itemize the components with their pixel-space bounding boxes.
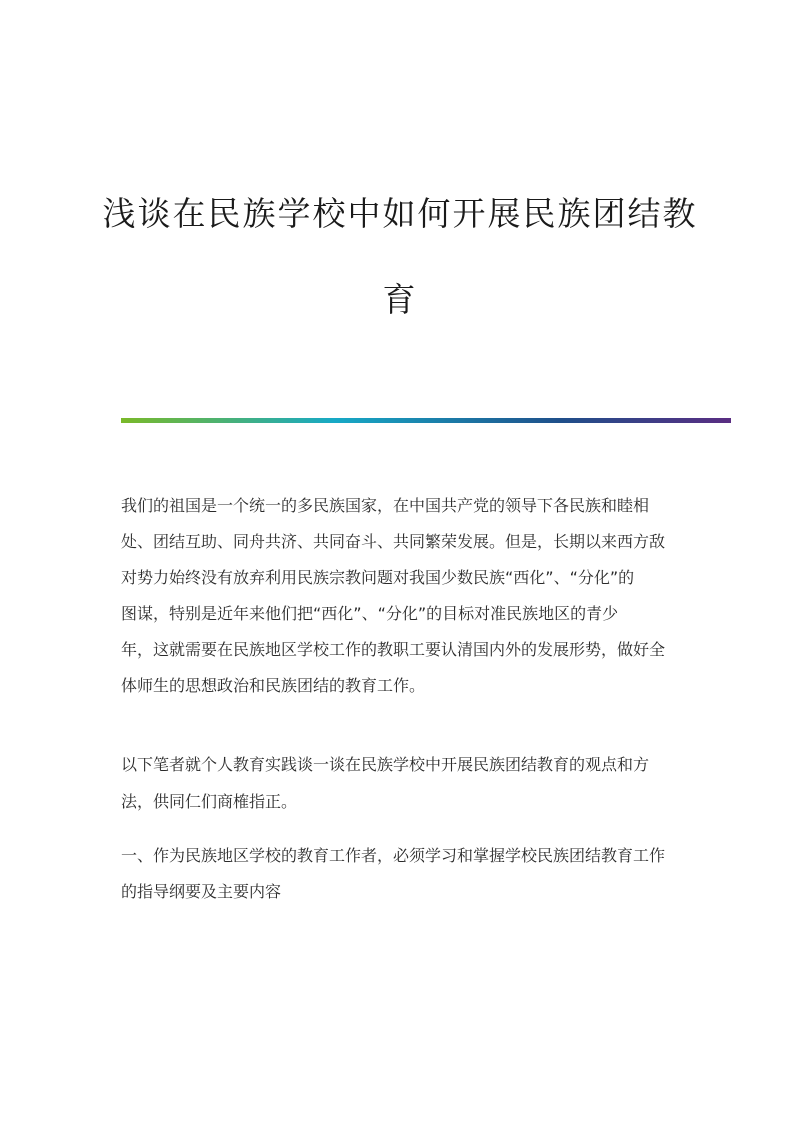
paragraph-3-line-2: 的指导纲要及主要内容 xyxy=(121,882,282,901)
paragraph-2-line-1: 以下笔者就个人教育实践谈一谈在民族学校中开展民族团结教育的观点和方 xyxy=(121,755,650,774)
document-title-line-1: 浅谈在民族学校中如何开展民族团结教 xyxy=(102,194,698,233)
title-divider xyxy=(121,418,731,423)
paragraph-3-line-1: 一、作为民族地区学校的教育工作者，必须学习和掌握学校民族团结教育工作 xyxy=(121,846,666,865)
document-title-line-2: 育 xyxy=(382,280,418,319)
paragraph-2-line-2: 法，供同仁们商榷指正。 xyxy=(121,792,298,811)
paragraph-1-line-1: 我们的祖国是一个统一的多民族国家，在中国共产党的领导下各民族和睦相 xyxy=(121,496,650,515)
paragraph-1-line-4: 图谋，特别是近年来他们把“西化”、“分化”的目标对准民族地区的青少 xyxy=(121,604,619,623)
paragraph-1-line-6: 体师生的思想政治和民族团结的教育工作。 xyxy=(121,676,426,695)
paragraph-1-line-2: 处、团结互助、同舟共济、共同奋斗、共同繁荣发展。但是，长期以来西方敌 xyxy=(121,532,666,551)
paragraph-1-line-5: 年，这就需要在民族地区学校工作的教职工要认清国内外的发展形势，做好全 xyxy=(121,640,666,659)
paragraph-1-line-3: 对势力始终没有放弃利用民族宗教问题对我国少数民族“西化”、“分化”的 xyxy=(121,568,635,587)
